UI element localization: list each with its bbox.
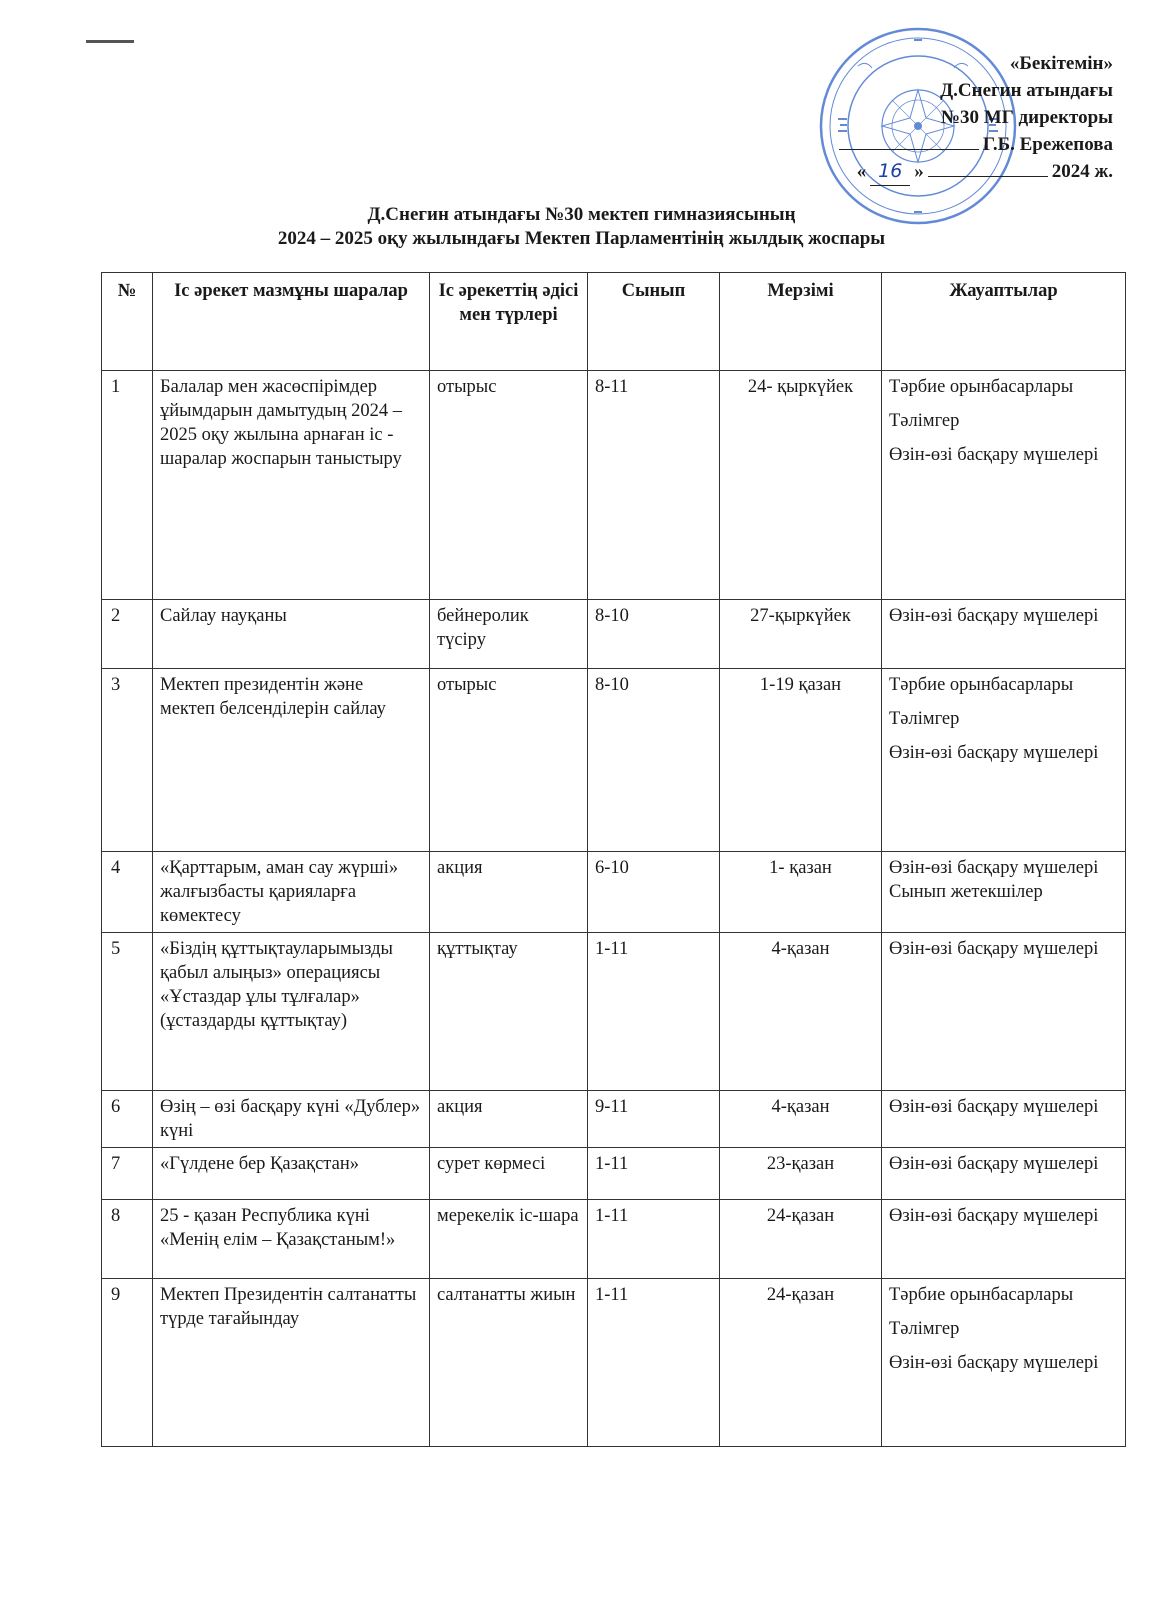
row-content: Мектеп президентін және мектеп белсенділерін сайлау <box>153 669 430 852</box>
row-number: 5 <box>102 933 153 1091</box>
row-responsible <box>882 1091 1126 1148</box>
row-content: Балалар мен жасөспірімдер ұйымдарын дамытудың 2024 – 2025 оқу жылына арнаған іс - шаралар жоспарын таныстыру <box>153 371 430 600</box>
row-responsible <box>882 1200 1126 1279</box>
row-responsible <box>882 669 1126 852</box>
row-responsible <box>882 852 1126 933</box>
row-date: 24-қазан <box>720 1200 882 1279</box>
row-grade: 1-11 <box>588 933 720 1091</box>
table-row <box>102 669 1126 852</box>
row-number: 3 <box>102 669 153 852</box>
table-row <box>102 852 1126 933</box>
responsible-item: Өзін-өзі басқару мүшелері <box>889 1097 1099 1117</box>
row-method: отырыс <box>430 371 588 600</box>
row-method: бейнеролик түсіру <box>430 600 588 669</box>
approval-position: №30 МГ директоры <box>940 107 1113 128</box>
document-title <box>0 203 1163 251</box>
responsible-item: Тәрбие орынбасарлары <box>889 377 1074 397</box>
responsible-item: Өзін-өзі басқару мүшелері <box>889 743 1099 763</box>
header-method: Іс әрекеттің әдісі мен түрлері <box>430 273 588 371</box>
header-date: Мерзімі <box>720 273 882 371</box>
table-row <box>102 1148 1126 1200</box>
row-content: 25 - қазан Республика күні «Менің елім – Қазақстаным!» <box>153 1200 430 1279</box>
date-close-quote: » <box>914 161 924 182</box>
row-grade: 8-11 <box>588 371 720 600</box>
row-responsible <box>882 933 1126 1091</box>
row-date: 1- қазан <box>720 852 882 933</box>
responsible-item: Өзін-өзі басқару мүшелері <box>889 1353 1099 1373</box>
approval-signature-line <box>839 131 1113 158</box>
row-number: 7 <box>102 1148 153 1200</box>
row-content: Мектеп Президентін салтанатты түрде тағайындау <box>153 1279 430 1447</box>
approval-heading: «Бекітемін» <box>1009 53 1113 74</box>
plan-table-wrapper <box>101 272 1125 1447</box>
responsible-item: Тәлімгер <box>889 411 960 431</box>
approval-date-line <box>839 158 1113 186</box>
row-date: 4-қазан <box>720 933 882 1091</box>
row-number: 4 <box>102 852 153 933</box>
title-line-1: Д.Снегин атындағы №30 мектеп гимназиясының <box>367 204 796 225</box>
approval-school: Д.Снегин атындағы <box>940 80 1113 101</box>
row-grade: 1-11 <box>588 1148 720 1200</box>
approval-block <box>839 50 1113 186</box>
row-responsible <box>882 371 1126 600</box>
row-grade: 1-11 <box>588 1200 720 1279</box>
row-grade: 9-11 <box>588 1091 720 1148</box>
responsible-item: Тәлімгер <box>889 1319 960 1339</box>
row-date: 1-19 қазан <box>720 669 882 852</box>
date-open-quote: « <box>856 161 867 182</box>
row-method: салтанатты жиын <box>430 1279 588 1447</box>
responsible-item: Өзін-өзі басқару мүшелері <box>889 858 1099 878</box>
responsible-item: Өзін-өзі басқару мүшелері <box>889 1154 1099 1174</box>
row-content: «Гүлдене бер Қазақстан» <box>153 1148 430 1200</box>
row-grade: 1-11 <box>588 1279 720 1447</box>
row-method: акция <box>430 1091 588 1148</box>
date-month-blank <box>928 176 1048 177</box>
row-grade: 8-10 <box>588 600 720 669</box>
table-row <box>102 1091 1126 1148</box>
signature-blank <box>839 149 979 150</box>
table-row <box>102 933 1126 1091</box>
header-responsible: Жауаптылар <box>882 273 1126 371</box>
date-day: 16 <box>870 158 910 186</box>
row-responsible <box>882 1279 1126 1447</box>
row-date: 27-қыркүйек <box>720 600 882 669</box>
row-number: 6 <box>102 1091 153 1148</box>
responsible-item: Өзін-өзі басқару мүшелері <box>889 1206 1099 1226</box>
row-grade: 6-10 <box>588 852 720 933</box>
table-header-row <box>102 273 1126 371</box>
row-content: Сайлау науқаны <box>153 600 430 669</box>
row-method: акция <box>430 852 588 933</box>
responsible-item: Өзін-өзі басқару мүшелері <box>889 606 1099 626</box>
row-grade: 8-10 <box>588 669 720 852</box>
row-date: 23-қазан <box>720 1148 882 1200</box>
approval-director-name: Г.Б. Ережепова <box>982 134 1113 155</box>
date-year: 2024 ж. <box>1051 161 1113 182</box>
responsible-item: Өзін-өзі басқару мүшелері <box>889 939 1099 959</box>
table-row <box>102 371 1126 600</box>
row-date: 4-қазан <box>720 1091 882 1148</box>
responsible-item: Сынып жетекшілер <box>889 882 1043 902</box>
table-row <box>102 600 1126 669</box>
row-number: 9 <box>102 1279 153 1447</box>
row-content: «Біздің құттықтауларымызды қабыл алыңыз» операциясы «Ұстаздар ұлы тұлғалар» (ұстаздарды құттықтау) <box>153 933 430 1091</box>
row-method: құттықтау <box>430 933 588 1091</box>
row-method: сурет көрмесі <box>430 1148 588 1200</box>
row-date: 24-қазан <box>720 1279 882 1447</box>
plan-table <box>101 272 1126 1447</box>
table-row <box>102 1200 1126 1279</box>
row-content: Өзің – өзі басқару күні «Дублер» күні <box>153 1091 430 1148</box>
header-grade: Сынып <box>588 273 720 371</box>
row-content: «Қарттарым, аман сау жүрші» жалғызбасты қарияларға көмектесу <box>153 852 430 933</box>
row-method: мерекелік іс-шара <box>430 1200 588 1279</box>
header-number: № <box>102 273 153 371</box>
row-number: 8 <box>102 1200 153 1279</box>
top-left-dash <box>86 40 134 43</box>
row-number: 1 <box>102 371 153 600</box>
row-method: отырыс <box>430 669 588 852</box>
table-row <box>102 1279 1126 1447</box>
header-content: Іс әрекет мазмұны шаралар <box>153 273 430 371</box>
row-date: 24- қыркүйек <box>720 371 882 600</box>
responsible-item: Өзін-өзі басқару мүшелері <box>889 445 1099 465</box>
row-number: 2 <box>102 600 153 669</box>
responsible-item: Тәрбие орынбасарлары <box>889 675 1074 695</box>
title-line-2: 2024 – 2025 оқу жылындағы Мектеп Парламентінің жылдық жоспары <box>277 228 886 249</box>
responsible-item: Тәлімгер <box>889 709 960 729</box>
responsible-item: Тәрбие орынбасарлары <box>889 1285 1074 1305</box>
row-responsible <box>882 1148 1126 1200</box>
row-responsible <box>882 600 1126 669</box>
